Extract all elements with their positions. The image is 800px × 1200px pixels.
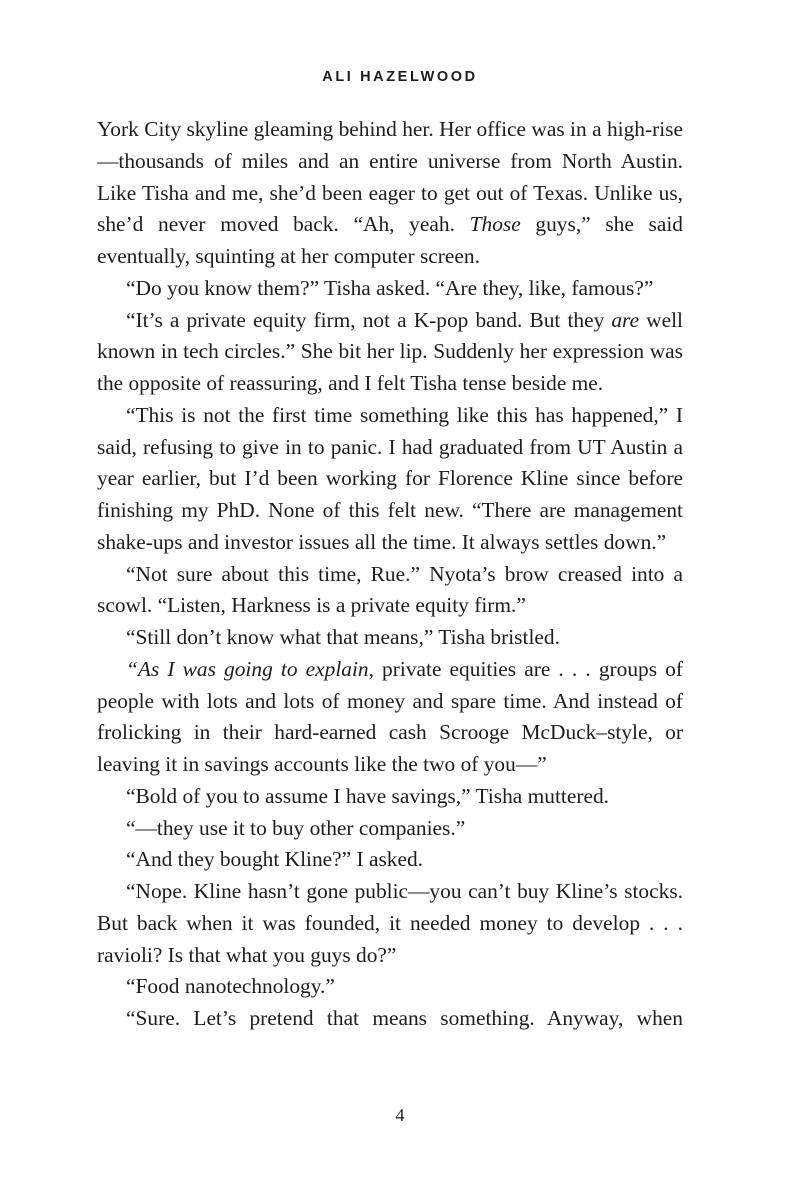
- paragraph: [97, 273, 683, 305]
- text-run: “It’s a private equity firm, not a K-pop band. But they: [126, 307, 612, 332]
- paragraph: [97, 559, 683, 623]
- paragraph: [97, 654, 683, 781]
- text-run: “Bold of you to assume I have savings,” Tisha muttered.: [126, 783, 610, 808]
- italic-text: Those: [469, 212, 521, 237]
- running-head: ALI HAZELWOOD: [322, 69, 478, 85]
- text-run: York City skyline gleaming behind her. Her office was in a high-rise—thousands of miles and an entire universe from North Austin. Like Tisha and me, she’d been eager to get out of Texas. Unlike us, she’d never moved back. “Ah, yeah.: [97, 117, 683, 237]
- italic-text: “As I was going to explain: [126, 656, 369, 681]
- text-run: “Not sure about this time, Rue.” Nyota’s brow creased into a scowl. “Listen, Harkness is a private equity firm.”: [97, 561, 683, 618]
- paragraph: [97, 813, 683, 845]
- paragraph: [97, 400, 683, 559]
- paragraph: [97, 781, 683, 813]
- text-run: “And they bought Kline?” I asked.: [126, 847, 424, 872]
- paragraph: [97, 1003, 683, 1035]
- text-run: “—they use it to buy other companies.”: [126, 815, 466, 840]
- page-number: 4: [395, 1105, 405, 1125]
- text-run: well known in tech circles.” She bit her lip. Suddenly her expression was the opposite of reassuring, and I felt Tisha tense beside me.: [97, 307, 683, 395]
- text-run: , private equities are . . . groups of people with lots and lots of money and spare time. And instead of frolicking in their hard-earned cash Scrooge McDuck–style, or leaving it in savings accounts like the two of you—”: [97, 656, 683, 776]
- paragraph: [97, 305, 683, 400]
- text-run: “Nope. Kline hasn’t gone public—you can’t buy Kline’s stocks. But back when it was founded, it needed money to develop . . . ravioli? Is that what you guys do?”: [97, 879, 683, 967]
- body-text: [97, 114, 683, 1035]
- text-run: “Do you know them?” Tisha asked. “Are they, like, famous?”: [126, 275, 654, 300]
- text-run: “Food nanotechnology.”: [126, 974, 335, 999]
- paragraph: [97, 971, 683, 1003]
- paragraph: [97, 622, 683, 654]
- italic-text: are: [611, 307, 640, 332]
- text-run: “This is not the first time something like this has happened,” I said, refusing to give in to panic. I had graduated from UT Austin a year earlier, but I’d been working for Florence Kline since before finishing my PhD. None of this felt new. “There are management shake-ups and investor issues all the time. It always settles down.”: [97, 402, 683, 554]
- paragraph: [97, 114, 683, 273]
- text-run: “Sure. Let’s pretend that means something. Anyway, when: [126, 1006, 683, 1030]
- paragraph: [97, 876, 683, 971]
- text-run: guys,” she said eventually, squinting at her computer screen.: [97, 212, 683, 268]
- text-run: “Still don’t know what that means,” Tisha bristled.: [126, 625, 560, 649]
- paragraph: [97, 844, 683, 876]
